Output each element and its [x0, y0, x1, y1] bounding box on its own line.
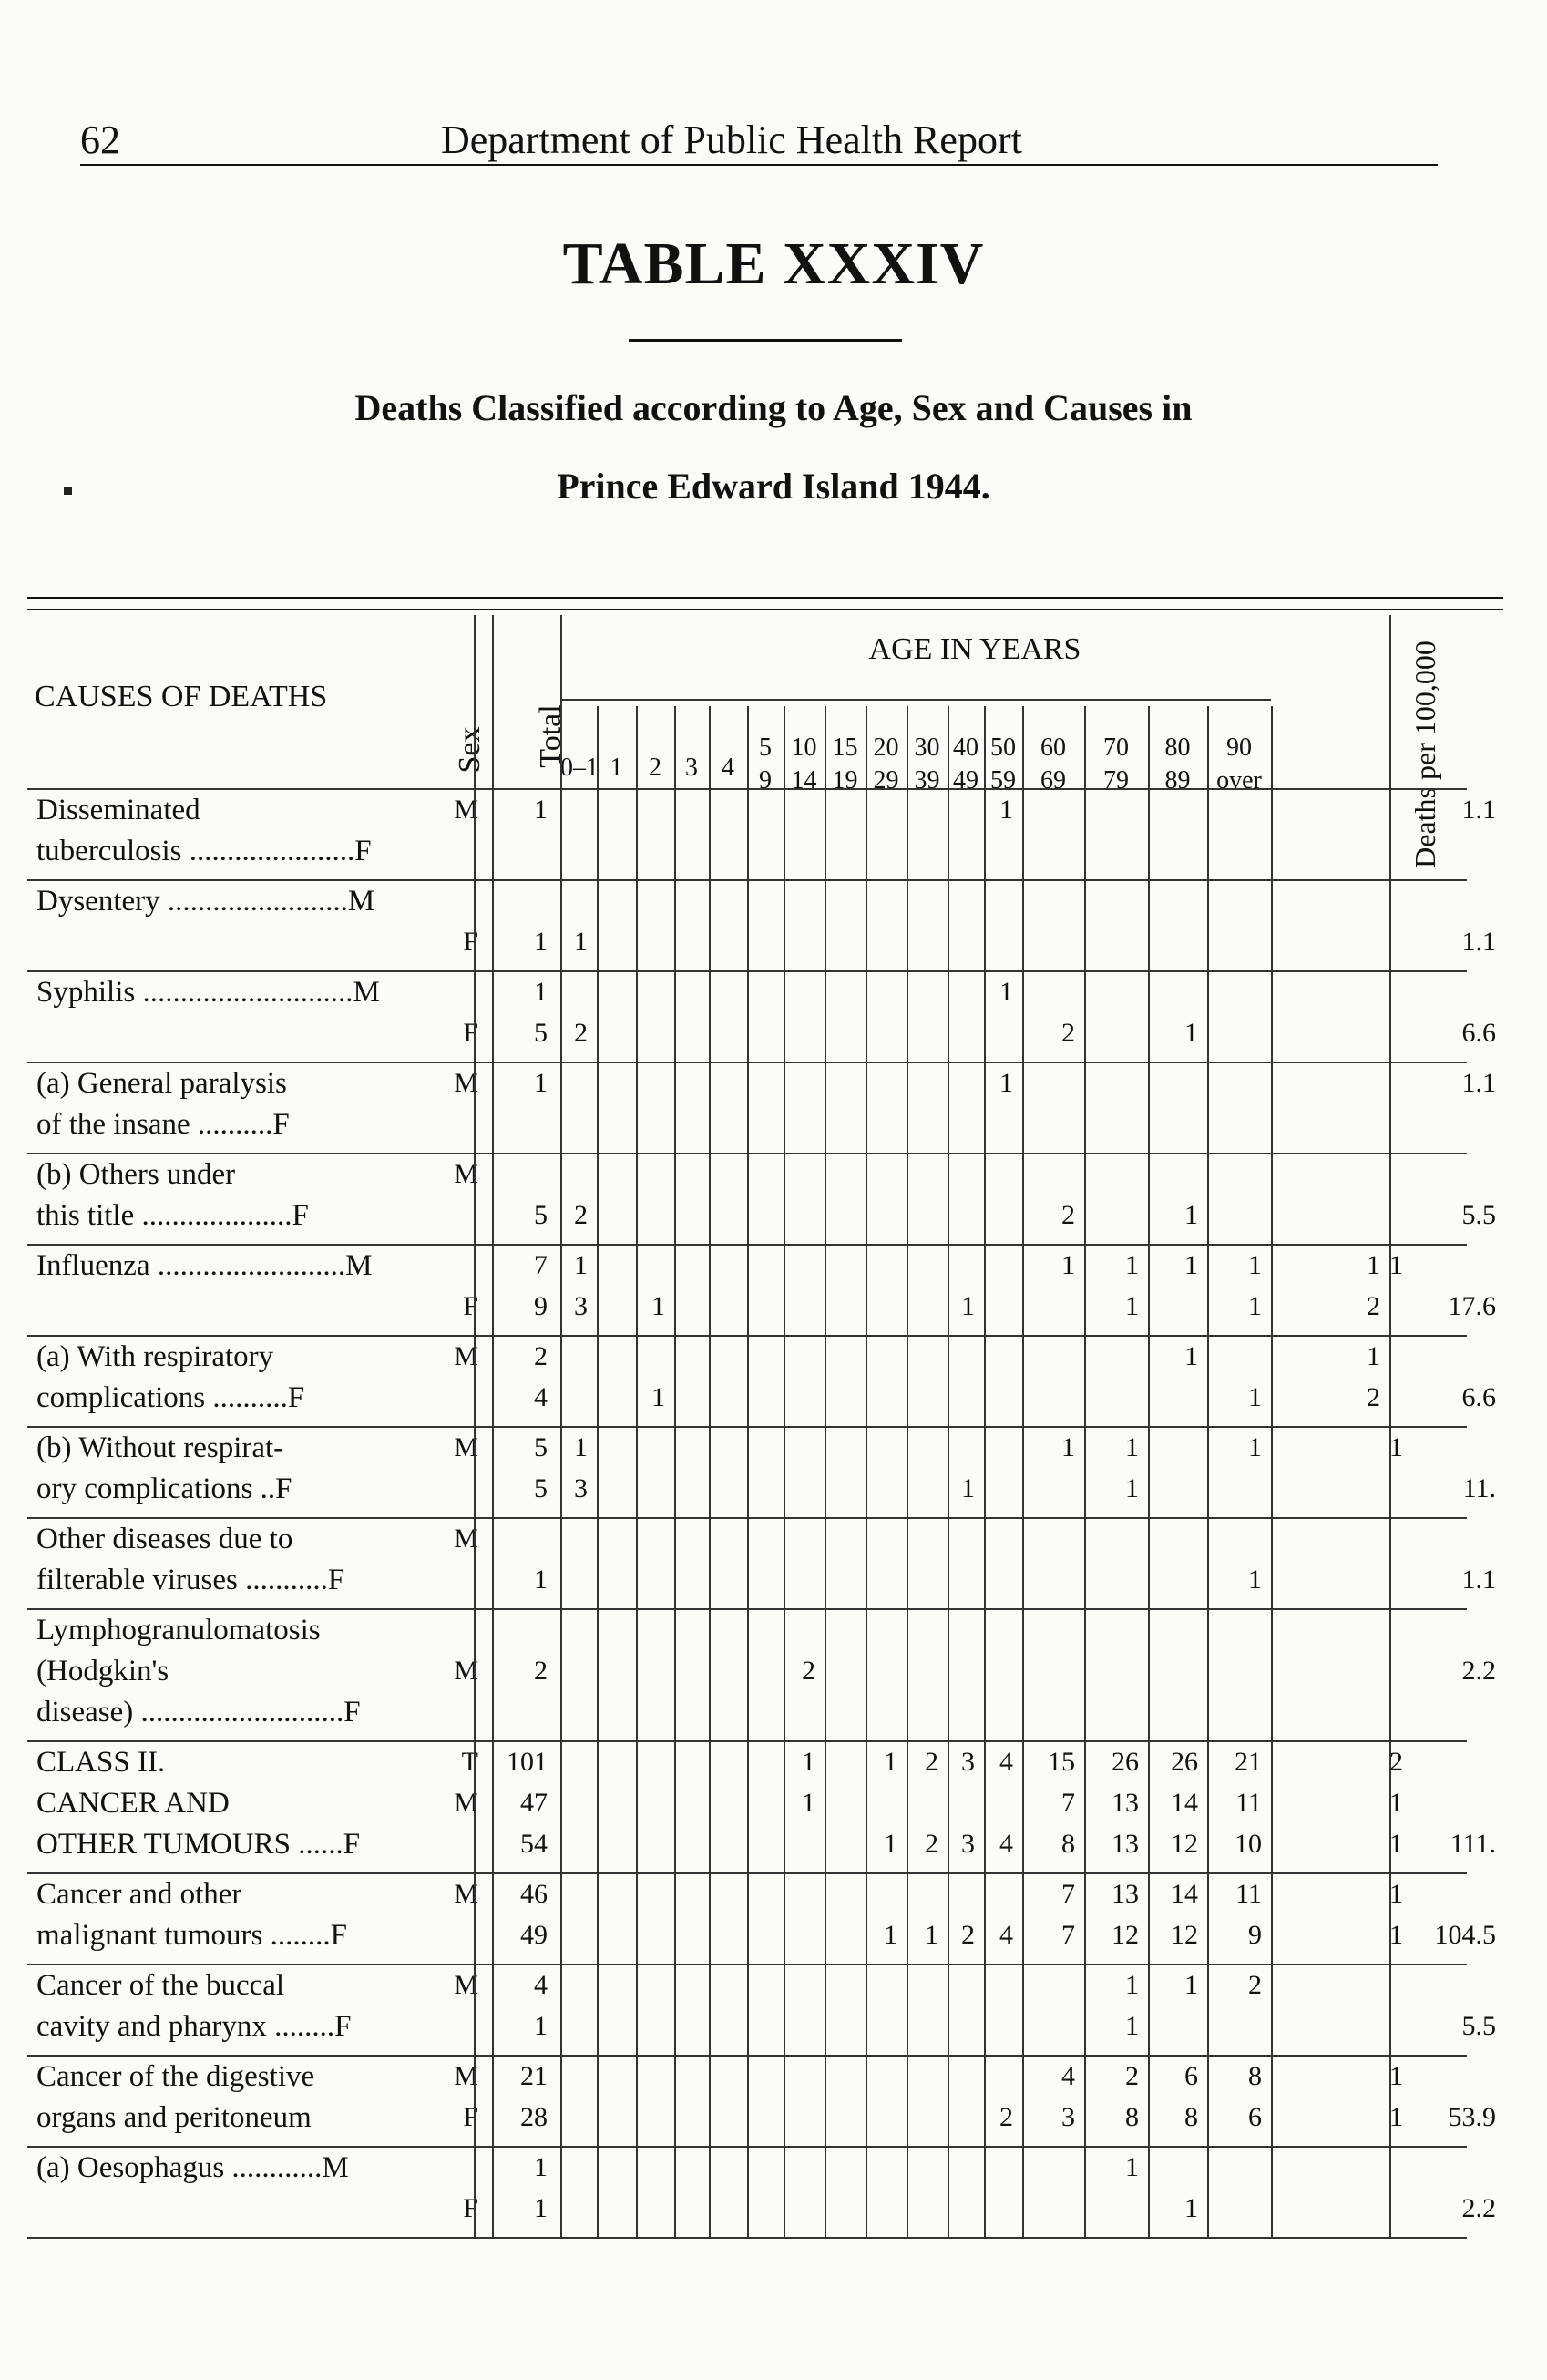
cause-label: organs and peritoneum: [36, 2101, 312, 2134]
total-cell: 5: [534, 1200, 548, 1230]
age-col-header-bottom: 79: [1103, 766, 1129, 795]
title-rule: [629, 339, 902, 342]
cause-label: Influenza .........................M: [36, 1249, 373, 1282]
cause-label: (a) With respiratory: [36, 1340, 274, 1373]
total-cell: 2: [534, 1341, 548, 1371]
age-cell: 1: [1389, 1788, 1403, 1818]
total-cell: 28: [520, 2102, 548, 2132]
age-cell: 1: [1389, 1250, 1403, 1280]
age-cell: 1: [884, 1747, 897, 1777]
total-header: Total: [534, 704, 568, 768]
table-top-rule-2: [27, 609, 1503, 610]
cause-label: Cancer of the digestive: [36, 2060, 315, 2093]
total-cell: 1: [534, 2152, 548, 2182]
column-rule: [474, 615, 476, 2237]
age-cell: 2: [574, 1018, 588, 1048]
age-cell: 2: [1061, 1018, 1075, 1048]
age-cell: 1: [1184, 1018, 1198, 1048]
age-cell: 1: [1367, 1250, 1380, 1280]
total-cell: 21: [520, 2061, 548, 2091]
age-cell: 4: [999, 1920, 1013, 1950]
age-cell: 1: [1125, 1291, 1139, 1321]
sex-label: M: [454, 1341, 478, 1371]
age-cell: 1: [802, 1788, 815, 1818]
sex-header: Sex: [453, 726, 487, 774]
age-cell: 1: [574, 927, 588, 957]
cause-label: Lymphogranulomatosis: [36, 1614, 321, 1647]
rate-cell: 53.9: [1448, 2102, 1496, 2132]
age-col-header-bottom: 9: [759, 766, 772, 795]
sex-label: M: [454, 1523, 478, 1554]
column-rule: [866, 706, 867, 2237]
age-cell: 1: [1389, 2061, 1403, 2091]
sex-label: F: [463, 927, 478, 957]
age-cell: 1: [1184, 1341, 1198, 1371]
total-cell: 49: [520, 1920, 548, 1950]
age-col-header-bottom: 89: [1164, 766, 1191, 795]
age-cell: 1: [884, 1829, 897, 1859]
total-cell: 54: [520, 1829, 548, 1859]
age-cell: 12: [1171, 1829, 1198, 1859]
age-cell: 8: [1061, 1829, 1075, 1859]
age-cell: 2: [1248, 1970, 1262, 2000]
age-col-header-top: 3: [685, 754, 698, 782]
cause-label: of the insane ..........F: [36, 1108, 290, 1141]
age-cell: 8: [1184, 2102, 1198, 2132]
age-cell: 1: [1248, 1250, 1262, 1280]
age-cell: 8: [1125, 2102, 1139, 2132]
age-cell: 10: [1235, 1829, 1262, 1859]
cause-label: filterable viruses ...........F: [36, 1564, 345, 1596]
column-rule: [825, 706, 826, 2237]
sex-label: F: [463, 2193, 478, 2223]
age-cell: 1: [999, 795, 1013, 825]
age-cell: 3: [1061, 2102, 1075, 2132]
total-cell: 1: [534, 1068, 548, 1098]
age-col-header-bottom: 14: [791, 766, 817, 795]
age-cell: 1: [651, 1382, 665, 1412]
sex-label: F: [463, 1018, 478, 1048]
sex-label: M: [454, 2061, 478, 2091]
age-cell: 8: [1248, 2061, 1262, 2091]
page-number: 62: [80, 118, 120, 162]
age-col-header-top: 60: [1040, 733, 1066, 762]
column-rule: [560, 615, 562, 2237]
age-cell: 1: [1389, 1879, 1403, 1909]
table-title: TABLE XXXIV: [562, 231, 985, 297]
rate-cell: 1.1: [1461, 1068, 1496, 1098]
table-subtitle-line1: Deaths Classified according to Age, Sex and Causes in: [354, 387, 1193, 428]
age-cell: 1: [802, 1747, 815, 1777]
age-cell: 1: [1184, 1250, 1198, 1280]
age-cell: 2: [925, 1829, 938, 1859]
cause-label: disease) ...........................F: [36, 1696, 361, 1729]
rate-cell: 104.5: [1434, 1920, 1496, 1950]
age-cell: 2: [925, 1747, 938, 1777]
age-cell: 1: [574, 1250, 588, 1280]
age-col-header-top: 80: [1164, 733, 1191, 762]
age-cell: 2: [1061, 1200, 1075, 1230]
printer-mark: [64, 487, 72, 495]
age-cell: 1: [1125, 1432, 1139, 1462]
age-cell: 1: [1367, 1341, 1380, 1371]
deaths-table: [27, 597, 1503, 2223]
age-col-header-bottom: 69: [1040, 766, 1066, 795]
age-cell: 14: [1171, 1788, 1198, 1818]
cause-label: (Hodgkin's: [36, 1655, 169, 1688]
age-cell: 2: [961, 1920, 975, 1950]
sex-label: M: [454, 1159, 478, 1189]
sex-label: M: [454, 795, 478, 825]
age-cell: 3: [574, 1473, 588, 1503]
age-cell: 4: [1061, 2061, 1075, 2091]
column-rule: [948, 706, 949, 2237]
age-cell: 4: [999, 1747, 1013, 1777]
age-cell: 3: [574, 1291, 588, 1321]
rate-cell: 1.1: [1461, 1564, 1496, 1595]
total-cell: 1: [534, 927, 548, 957]
cause-label: (a) Oesophagus ............M: [36, 2151, 349, 2184]
age-col-header-top: 2: [649, 754, 661, 782]
rate-cell: 5.5: [1461, 1200, 1496, 1230]
age-cell: 2: [1389, 1747, 1403, 1777]
age-cell: 11: [1235, 1879, 1262, 1909]
age-cell: 1: [574, 1432, 588, 1462]
header-rule: [80, 164, 1438, 166]
age-cell: 1: [999, 1068, 1013, 1098]
cause-label: ory complications ..F: [36, 1472, 292, 1505]
age-header-rule: [560, 699, 1271, 701]
column-rule: [1207, 706, 1209, 2237]
table-top-rule: [27, 597, 1503, 599]
age-cell: 2: [999, 2102, 1013, 2132]
sex-label: M: [454, 1432, 478, 1462]
age-cell: 7: [1061, 1879, 1075, 1909]
age-cell: 3: [961, 1829, 975, 1859]
age-cell: 26: [1171, 1747, 1198, 1777]
age-col-header-top: 70: [1103, 733, 1129, 762]
total-cell: 9: [534, 1291, 548, 1321]
age-cell: 13: [1112, 1788, 1139, 1818]
age-cell: 3: [961, 1747, 975, 1777]
cause-label: CANCER AND: [36, 1787, 230, 1820]
rate-cell: 6.6: [1461, 1382, 1496, 1412]
age-cell: 6: [1184, 2061, 1198, 2091]
cause-label: Other diseases due to: [36, 1523, 293, 1555]
total-cell: 1: [534, 2011, 548, 2041]
column-rule: [492, 615, 494, 2237]
sex-label: M: [454, 1788, 478, 1818]
age-cell: 6: [1248, 2102, 1262, 2132]
sex-label: M: [454, 1879, 478, 1909]
cause-label: Cancer of the buccal: [36, 1969, 285, 2002]
total-cell: 46: [520, 1879, 548, 1909]
column-rule: [1148, 706, 1150, 2237]
age-cell: 1: [1125, 2152, 1139, 2182]
column-rule: [674, 706, 676, 2237]
cause-label: this title ....................F: [36, 1199, 309, 1232]
column-rule: [907, 706, 908, 2237]
age-cell: 26: [1112, 1747, 1139, 1777]
age-cell: 7: [1061, 1920, 1075, 1950]
age-cell: 1: [925, 1920, 938, 1950]
age-cell: 1: [1184, 2193, 1198, 2223]
sex-label: M: [454, 1970, 478, 2000]
total-cell: 5: [534, 1432, 548, 1462]
sex-label: F: [463, 1291, 478, 1321]
age-col-header-bottom: 39: [914, 766, 940, 795]
age-cell: 9: [1248, 1920, 1262, 1950]
cause-label: (b) Others under: [36, 1158, 236, 1191]
cause-label: complications ..........F: [36, 1381, 305, 1414]
total-cell: 5: [534, 1018, 548, 1048]
age-cell: 13: [1112, 1829, 1139, 1859]
age-cell: 2: [802, 1656, 815, 1686]
age-cell: 1: [1389, 1432, 1403, 1462]
age-col-header-top: 15: [832, 733, 858, 762]
page-header: [80, 117, 1438, 171]
rate-cell: 6.6: [1461, 1018, 1496, 1048]
column-rule: [747, 706, 749, 2237]
sex-label: M: [454, 1656, 478, 1686]
age-cell: 1: [999, 977, 1013, 1007]
column-rule: [1389, 615, 1391, 2237]
cause-label: tuberculosis ......................F: [36, 835, 372, 867]
age-cell: 1: [1125, 1250, 1139, 1280]
total-cell: 1: [534, 977, 548, 1007]
age-col-header-top: 50: [990, 733, 1016, 762]
age-cell: 1: [651, 1291, 665, 1321]
age-cell: 1: [1389, 1920, 1403, 1950]
age-col-header-top: 30: [914, 733, 940, 762]
rate-header: Deaths per 100,000: [1409, 641, 1441, 868]
column-rule: [597, 706, 599, 2237]
total-cell: 1: [534, 2193, 548, 2223]
sex-label: T: [461, 1747, 478, 1777]
total-cell: 4: [534, 1970, 548, 2000]
rate-cell: 1.1: [1461, 795, 1496, 825]
cause-label: (a) General paralysis: [36, 1067, 287, 1100]
cause-label: Disseminated: [36, 794, 200, 826]
column-rule: [1271, 706, 1273, 2237]
age-col-header-top: 90: [1226, 733, 1252, 762]
sex-label: M: [454, 1068, 478, 1098]
rate-cell: 111.: [1450, 1829, 1496, 1859]
cause-label: malignant tumours ........F: [36, 1919, 347, 1952]
sex-label: F: [463, 2102, 478, 2132]
age-cell: 1: [961, 1473, 975, 1503]
age-cell: 7: [1061, 1788, 1075, 1818]
running-head: Department of Public Health Report: [441, 118, 1022, 162]
age-cell: 1: [1248, 1564, 1262, 1595]
cause-label: OTHER TUMOURS ......F: [36, 1828, 361, 1861]
total-cell: 7: [534, 1250, 548, 1280]
total-cell: 1: [534, 795, 548, 825]
age-cell: 13: [1112, 1879, 1139, 1909]
table-bottom-rule: [27, 2237, 1467, 2239]
age-cell: 1: [1125, 2011, 1139, 2041]
causes-header: CAUSES OF DEATHS: [35, 680, 328, 713]
age-cell: 11: [1235, 1788, 1262, 1818]
column-rule: [784, 706, 785, 2237]
age-cell: 1: [1184, 1970, 1198, 2000]
age-cell: 1: [1125, 1473, 1139, 1503]
cause-label: cavity and pharynx ........F: [36, 2010, 352, 2043]
rate-cell: 17.6: [1448, 1291, 1496, 1321]
age-cell: 1: [1184, 1200, 1198, 1230]
age-header: AGE IN YEARS: [868, 632, 1081, 666]
rate-cell: 5.5: [1461, 2011, 1496, 2041]
age-cell: 1: [1248, 1432, 1262, 1462]
age-cell: 14: [1171, 1879, 1198, 1909]
age-col-header-top: 4: [722, 754, 734, 782]
age-col-header-top: 0–1: [560, 754, 599, 782]
age-cell: 4: [999, 1829, 1013, 1859]
total-cell: 1: [534, 1564, 548, 1595]
total-cell: 47: [520, 1788, 548, 1818]
age-cell: 12: [1112, 1920, 1139, 1950]
column-rule: [709, 706, 711, 2237]
age-cell: 2: [1125, 2061, 1139, 2091]
cause-label: Dysentery ........................M: [36, 885, 375, 918]
column-rule: [984, 706, 986, 2237]
age-cell: 1: [1389, 1829, 1403, 1859]
age-cell: 15: [1048, 1747, 1075, 1777]
age-col-header-bottom: 49: [953, 766, 978, 795]
age-cell: 1: [1125, 1970, 1139, 2000]
age-col-header-top: 5: [759, 733, 772, 762]
age-cell: 2: [1367, 1291, 1380, 1321]
age-col-header-top: 1: [610, 754, 623, 782]
total-cell: 2: [534, 1656, 548, 1686]
age-cell: 2: [1367, 1382, 1380, 1412]
total-cell: 101: [507, 1747, 548, 1777]
age-cell: 1: [1061, 1432, 1075, 1462]
total-cell: 5: [534, 1473, 548, 1503]
rate-cell: 1.1: [1461, 927, 1496, 957]
age-col-header-top: 40: [953, 733, 978, 762]
age-col-header-top: 20: [873, 733, 899, 762]
age-col-header-top: 10: [791, 733, 817, 762]
cause-label: Cancer and other: [36, 1878, 242, 1911]
column-rule: [1084, 706, 1086, 2237]
age-cell: 1: [961, 1291, 975, 1321]
age-cell: 1: [1248, 1291, 1262, 1321]
rate-cell: 2.2: [1461, 1656, 1496, 1686]
rate-cell: 11.: [1462, 1473, 1496, 1503]
total-cell: 4: [534, 1382, 548, 1412]
cause-label: Syphilis ............................M: [36, 976, 380, 1009]
table-subtitle-line2: Prince Edward Island 1944.: [557, 466, 990, 507]
age-cell: 2: [574, 1200, 588, 1230]
age-cell: 21: [1235, 1747, 1262, 1777]
cause-label: (b) Without respirat-: [36, 1431, 284, 1464]
age-cell: 1: [884, 1920, 897, 1950]
age-col-header-bottom: 19: [832, 766, 858, 795]
age-cell: 1: [1248, 1382, 1262, 1412]
age-col-header-bottom: 59: [990, 766, 1016, 795]
column-rule: [636, 706, 638, 2237]
age-cell: 1: [1061, 1250, 1075, 1280]
age-cell: 1: [1389, 2102, 1403, 2132]
cause-label: CLASS II.: [36, 1746, 166, 1779]
rate-cell: 2.2: [1461, 2193, 1496, 2223]
age-col-header-bottom: over: [1216, 766, 1262, 795]
column-rule: [1022, 706, 1024, 2237]
age-cell: 12: [1171, 1920, 1198, 1950]
age-col-header-bottom: 29: [873, 766, 899, 795]
